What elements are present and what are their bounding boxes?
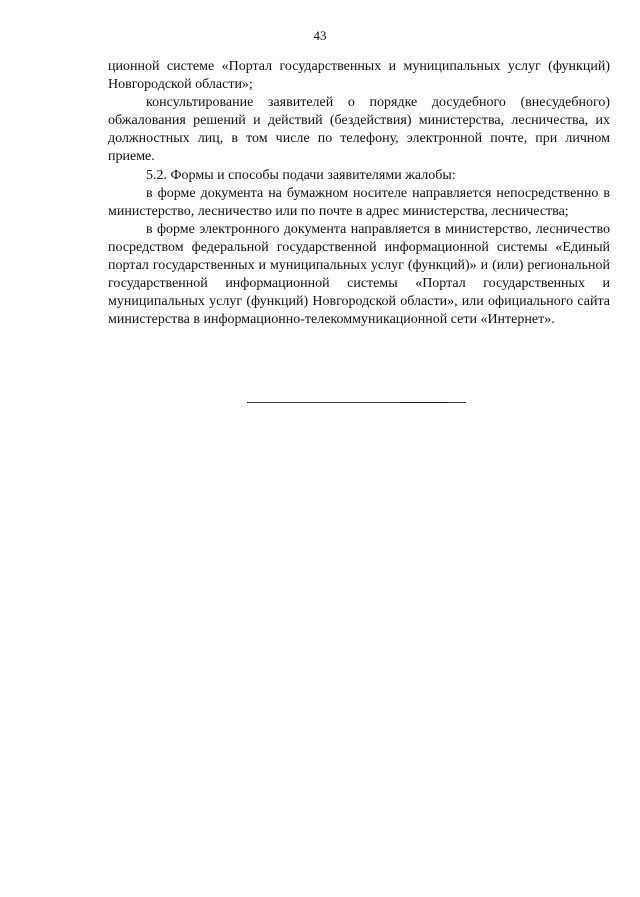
paragraph-paper-form: в форме документа на бумажном носителе направляется непосредственно в министерство, лесничество или по почте в адрес министерства, лесничества; xyxy=(108,185,610,219)
end-separator-accent xyxy=(400,402,448,403)
paragraph-section-heading: 5.2. Формы и способы подачи заявителями жалобы: xyxy=(146,167,456,183)
paragraph-portal-continuation: ционной системе «Портал государственных и муниципальных услуг (функций) Новгородской области»; xyxy=(108,59,610,93)
paragraph-electronic-form: в форме электронного документа направляется в министерство, лесничество посредством федеральной государственной информационной системы «Единый портал государственных и муниципальных услуг (функций)» и (или) региональной государственной информационной системы «Портал государственных и муниципальных услуг (функций) Новгородской области», или официального сайта министерства в информационно-телекоммуникационной сети «Интернет». xyxy=(108,221,610,328)
document-body xyxy=(108,58,610,329)
paragraph-consulting: консультирование заявителей о порядке досудебного (внесудебного) обжалования решений и действий (бездействия) министерства, лесничества, их должностных лиц, в том числе по телефону, электронной почте, при личном приеме. xyxy=(108,95,610,165)
page-number: 43 xyxy=(313,28,327,43)
